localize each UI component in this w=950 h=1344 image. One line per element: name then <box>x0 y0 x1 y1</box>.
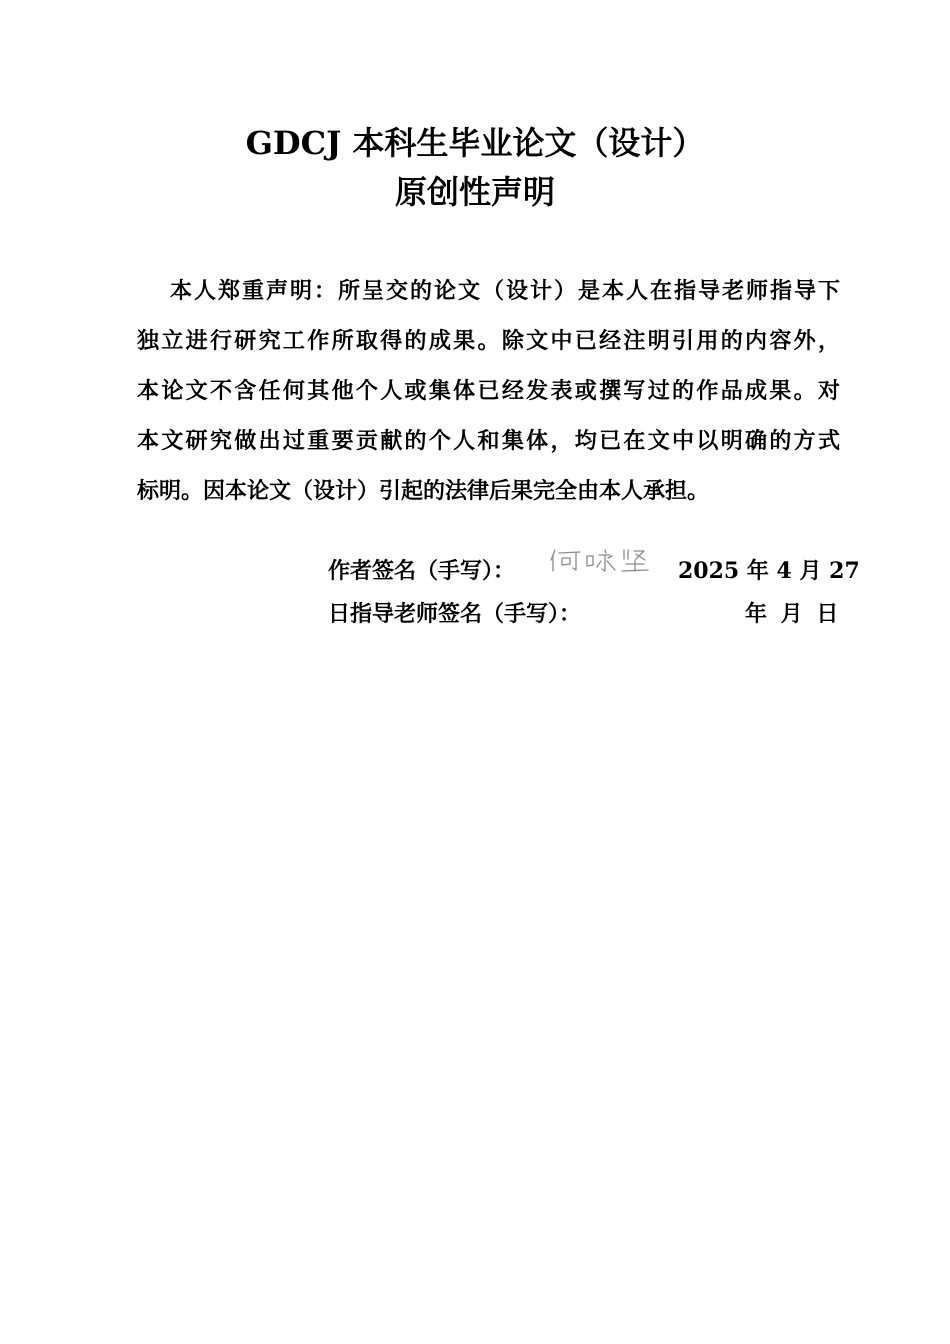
document-subtitle: 原创性声明 <box>394 173 555 211</box>
supervisor-signature-label: 日指导老师签名（手写）： <box>328 601 582 627</box>
statement-line: 本文研究做出过重要贡献的个人和集体，均已在文中以明确的方式 <box>137 428 840 454</box>
statement-line: 本人郑重声明：所呈交的论文（设计）是本人在指导老师指导下 <box>170 278 840 304</box>
supervisor-signature-date: 年 月 日 <box>745 601 839 627</box>
statement-line: 本论文不含任何其他个人或集体已经发表或撰写过的作品成果。对 <box>137 378 840 404</box>
statement-line: 独立进行研究工作所取得的成果。除文中已经注明引用的内容外， <box>137 328 840 354</box>
author-signature-date: 2025 年 4 月 27 <box>678 558 860 584</box>
document-title: GDCJ 本科生毕业论文（设计） <box>245 124 705 162</box>
statement-line: 标明。因本论文（设计）引起的法律后果完全由本人承担。 <box>137 478 710 504</box>
author-handwritten-signature <box>548 544 658 578</box>
author-signature-label: 作者签名（手写）： <box>328 558 516 584</box>
